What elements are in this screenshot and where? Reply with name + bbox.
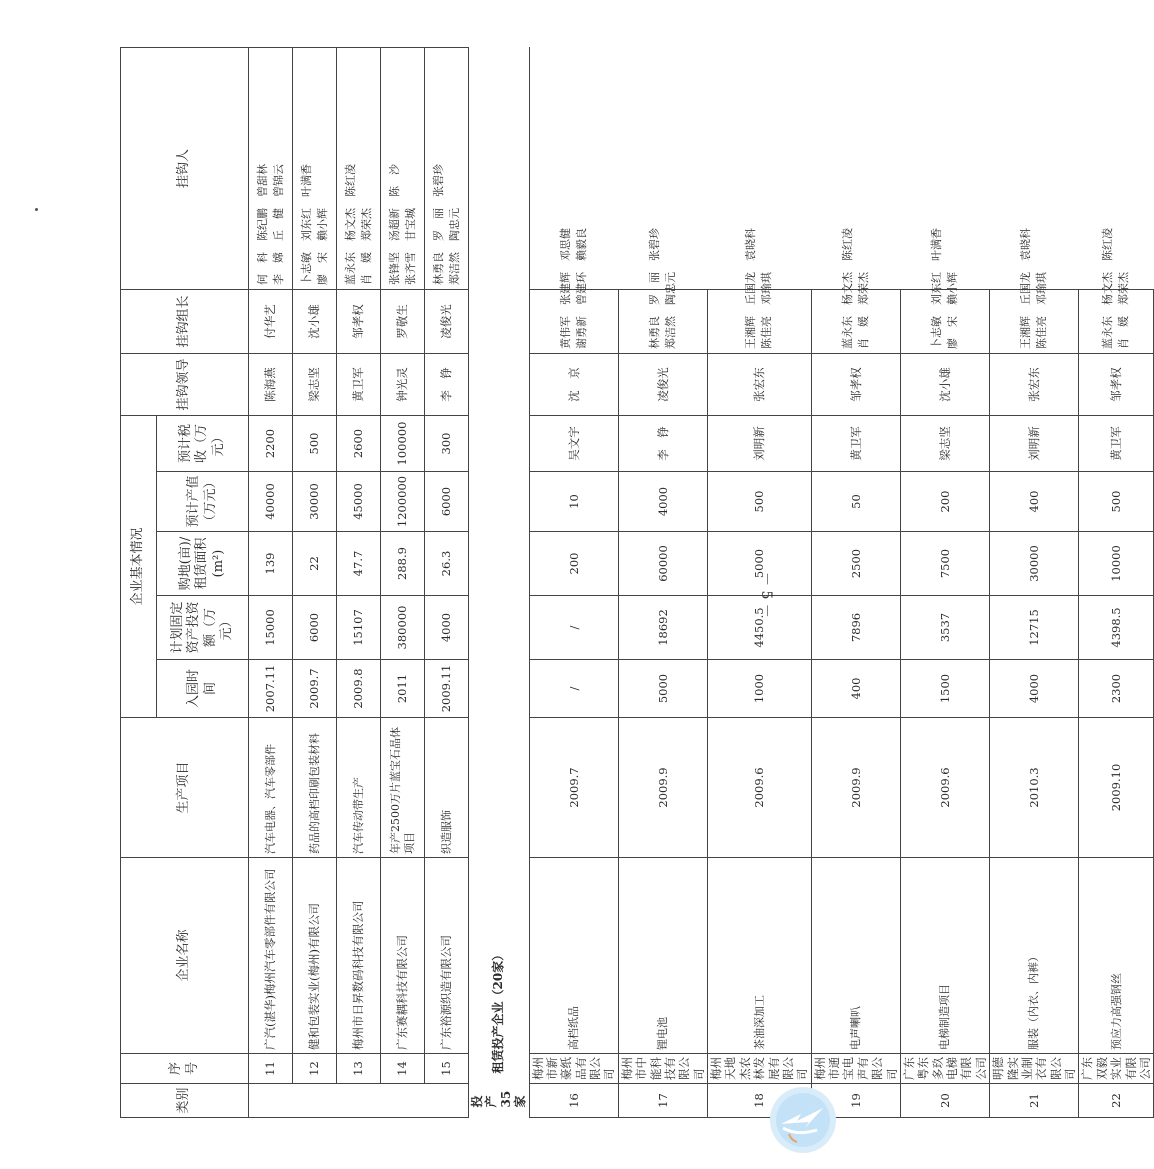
name-cell: 梅州市日昇数码科技有限公司 xyxy=(337,858,381,1054)
member-line: 卜志敏 刘东红 叶满香 xyxy=(299,163,313,285)
tax-cell: 2200 xyxy=(249,415,293,471)
name-cell: 梅州市中能科技有限公司 xyxy=(618,1054,707,1084)
output-cell: 5000 xyxy=(708,532,812,596)
output-cell: 40000 xyxy=(249,472,293,532)
land-cell: / xyxy=(529,596,618,660)
header-output: 预计产值（万元） xyxy=(157,472,249,532)
header-member: 挂钩人 xyxy=(121,47,249,289)
header-project: 生产项目 xyxy=(121,718,249,858)
seq-cell: 19 xyxy=(811,1084,900,1118)
table-row xyxy=(381,47,425,1117)
tax-cell: 500 xyxy=(293,415,337,471)
entry-cell: 2009.6 xyxy=(900,718,989,858)
entry-cell: 2009.9 xyxy=(811,718,900,858)
output-cell: 1200000 xyxy=(381,472,425,532)
name-cell: 健和包装实业(梅州)有限公司 xyxy=(293,858,337,1054)
project-cell: 汽车传动带生产 xyxy=(337,718,381,858)
leader-cell: 梁志坚 xyxy=(900,415,989,471)
land-cell: 288.9 xyxy=(381,532,425,596)
tax-cell: 4000 xyxy=(618,472,707,532)
member-cell xyxy=(381,47,425,289)
leader-cell: 刘明新 xyxy=(990,415,1079,471)
tax-cell: 10 xyxy=(529,472,618,532)
header-basic-info: 企业基本情况 xyxy=(121,415,157,717)
rotated-table-container xyxy=(120,48,1152,1118)
leader-cell: 陈海燕 xyxy=(249,353,293,415)
project-cell: 年产2500万片蓝宝石晶体项目 xyxy=(381,718,425,858)
section-divider xyxy=(469,47,530,1117)
header-leader: 挂钩领导 xyxy=(121,353,249,415)
member-line: 陈佳亮 邓瑜琪 xyxy=(1035,271,1049,349)
output-cell: 30000 xyxy=(293,472,337,532)
member-line: 廖 宋 赖小辉 xyxy=(946,271,960,349)
land-cell: 18692 xyxy=(618,596,707,660)
tax-cell: 500 xyxy=(708,472,812,532)
group-leader-cell: 沈小雄 xyxy=(900,353,989,415)
member-cell xyxy=(708,227,812,353)
investment-cell: 6000 xyxy=(293,596,337,660)
tax-cell: 500 xyxy=(1079,472,1154,532)
name-cell: 广东赛耦科技有限公司 xyxy=(381,858,425,1054)
leader-cell: 李 铮 xyxy=(425,353,469,415)
investment-cell: 380000 xyxy=(381,596,425,660)
project-cell: 电声喇叭 xyxy=(811,858,900,1054)
member-line: 林勇良 罗 丽 张碧珍 xyxy=(431,163,445,285)
member-line: 郑洁然 陶忠元 xyxy=(663,271,677,349)
seq-cell: 14 xyxy=(381,1054,425,1084)
seq-cell: 16 xyxy=(529,1084,618,1118)
section-label: 租赁投产企业（20家） xyxy=(469,47,530,1083)
investment-cell: 5000 xyxy=(618,660,707,718)
land-cell: 22 xyxy=(293,532,337,596)
page-number: － 5 － xyxy=(758,572,774,618)
project-cell: 高档纸品 xyxy=(529,858,618,1054)
tax-cell: 50 xyxy=(811,472,900,532)
member-line: 王湘辉 丘国龙 袁晓科 xyxy=(1019,227,1033,349)
entry-cell: 2009.10 xyxy=(1079,718,1154,858)
table-row xyxy=(1079,47,1154,1117)
member-line: 黄伟军 张建辉 邓思健 xyxy=(558,227,572,349)
member-line: 张齐雪 甘宝城 xyxy=(403,207,417,285)
member-cell xyxy=(811,227,900,353)
member-cell xyxy=(293,47,337,289)
table-row xyxy=(900,47,989,1117)
leader-cell: 钟光灵 xyxy=(381,353,425,415)
name-cell: 广东粤东多玖电梯有限公司 xyxy=(900,1054,989,1084)
project-cell: 汽车电器、汽车零部件 xyxy=(249,718,293,858)
entry-cell: 2009.7 xyxy=(293,660,337,718)
leader-cell: 黄卫军 xyxy=(1079,415,1154,471)
name-cell: 明德隆实业制衣有限公司 xyxy=(990,1054,1079,1084)
output-cell: 7500 xyxy=(900,532,989,596)
output-cell: 45000 xyxy=(337,472,381,532)
entry-cell: 2011 xyxy=(381,660,425,718)
land-cell: 4450.5 xyxy=(708,596,812,660)
member-line: 肖 媛 郑荣杰 xyxy=(856,271,870,349)
table-body-part-b xyxy=(529,47,1154,1117)
investment-cell: 2300 xyxy=(1079,660,1154,718)
group-leader-cell: 付华艺 xyxy=(249,289,293,353)
investment-cell: 4000 xyxy=(990,660,1079,718)
group-leader-cell: 邹孝权 xyxy=(811,353,900,415)
leader-cell: 吴文宇 xyxy=(529,415,618,471)
seq-cell: 21 xyxy=(990,1084,1079,1118)
land-cell: 12715 xyxy=(990,596,1079,660)
member-cell xyxy=(425,47,469,289)
member-line: 张锋坚 汤超新 陈 沙 xyxy=(387,163,401,285)
header-investment: 计划固定资产投资额（万元） xyxy=(157,596,249,660)
member-line: 卜志敏 刘东红 叶满香 xyxy=(930,227,944,349)
table-sheet xyxy=(120,48,1152,1118)
header-name: 企业名称 xyxy=(121,858,249,1054)
leader-cell: 梁志坚 xyxy=(293,353,337,415)
project-cell: 药品的高档印刷包装材料 xyxy=(293,718,337,858)
seq-cell: 12 xyxy=(293,1054,337,1084)
project-cell: 服装（内衣、内裤） xyxy=(990,858,1079,1054)
group-leader-cell: 凌俊光 xyxy=(618,353,707,415)
entry-cell: 2009.11 xyxy=(425,660,469,718)
leader-cell: 李 铮 xyxy=(618,415,707,471)
header-group-leader: 挂钩组长 xyxy=(121,289,249,353)
header-seq: 序号 xyxy=(121,1054,249,1084)
tax-cell: 200 xyxy=(900,472,989,532)
table-row xyxy=(425,47,469,1117)
project-cell: 织造服饰 xyxy=(425,718,469,858)
header-tax: 预计税收（万元） xyxy=(157,415,249,471)
land-cell: 26.3 xyxy=(425,532,469,596)
header-land: 购地(亩)/租赁面积(m²) xyxy=(157,532,249,596)
member-line: 何 科 陈纪鹏 曾甜林 xyxy=(255,163,269,285)
entry-cell: 2010.3 xyxy=(990,718,1079,858)
member-line: 郑洁然 陶忠元 xyxy=(447,207,461,285)
member-cell xyxy=(618,227,707,353)
table-row xyxy=(529,47,618,1117)
tax-cell: 100000 xyxy=(381,415,425,471)
member-line: 李 嫦 丘 健 曾锦云 xyxy=(271,163,285,285)
project-cell: 预应力高强钢丝 xyxy=(1079,858,1154,1054)
group-leader-cell: 沈小雄 xyxy=(293,289,337,353)
member-line: 肖 媛 郑荣杰 xyxy=(1117,271,1131,349)
member-line: 谢勇新 曾建环 赖毅良 xyxy=(574,227,588,349)
project-cell: 电梯制造项目 xyxy=(900,858,989,1054)
table-row xyxy=(618,47,707,1117)
entry-cell: 2009.9 xyxy=(618,718,707,858)
name-cell: 广汽(湛华)梅州汽车零部件有限公司 xyxy=(249,858,293,1054)
output-cell: 6000 xyxy=(425,472,469,532)
member-cell xyxy=(1079,227,1154,353)
table-row xyxy=(990,47,1079,1117)
group-leader-cell: 邹孝权 xyxy=(1079,353,1154,415)
seq-cell: 17 xyxy=(618,1084,707,1118)
investment-cell: 15000 xyxy=(249,596,293,660)
member-cell xyxy=(990,227,1079,353)
enterprise-table xyxy=(120,47,1154,1118)
entry-cell: 2009.6 xyxy=(708,718,812,858)
category-label: 投产35家 xyxy=(470,1090,528,1108)
name-cell: 梅州市通宝电声有限公司 xyxy=(811,1054,900,1084)
leader-cell: 刘明新 xyxy=(708,415,812,471)
watermark-logo-icon xyxy=(767,1084,839,1156)
land-cell: 47.7 xyxy=(337,532,381,596)
investment-cell: 1500 xyxy=(900,660,989,718)
tax-cell: 300 xyxy=(425,415,469,471)
leader-cell: 黄卫军 xyxy=(337,353,381,415)
group-leader-cell: 邹孝权 xyxy=(337,289,381,353)
member-line: 蓝永东 杨文杰 陈红凌 xyxy=(840,227,854,349)
output-cell: 10000 xyxy=(1079,532,1154,596)
seq-cell: 11 xyxy=(249,1054,293,1084)
leader-cell: 黄卫军 xyxy=(811,415,900,471)
tax-cell: 400 xyxy=(990,472,1079,532)
table-row xyxy=(337,47,381,1117)
entry-cell: 2009.7 xyxy=(529,718,618,858)
header-category: 类别 xyxy=(121,1084,249,1118)
seq-cell: 13 xyxy=(337,1054,381,1084)
category-cell-empty xyxy=(249,1084,469,1118)
output-cell: 60000 xyxy=(618,532,707,596)
member-cell xyxy=(529,227,618,353)
seq-cell: 20 xyxy=(900,1084,989,1118)
land-cell: 139 xyxy=(249,532,293,596)
member-line: 林勇良 罗 丽 张碧珍 xyxy=(648,227,661,349)
table-row xyxy=(293,47,337,1117)
table-row xyxy=(811,47,900,1117)
group-leader-cell: 罗敬生 xyxy=(381,289,425,353)
seq-cell: 22 xyxy=(1079,1084,1154,1118)
member-line: 陈佳亮 邓瑜琪 xyxy=(760,271,774,349)
investment-cell: 400 xyxy=(811,660,900,718)
member-line: 肖 媛 郑荣杰 xyxy=(359,207,373,285)
name-cell: 梅州天地杰农林发展有限公司 xyxy=(708,1054,812,1084)
member-line: 蓝永东 杨文杰 陈红凌 xyxy=(343,163,357,285)
output-cell: 200 xyxy=(529,532,618,596)
investment-cell: 1000 xyxy=(708,660,812,718)
project-cell: 茶油深加工 xyxy=(708,858,812,1054)
project-cell: 锂电池 xyxy=(618,858,707,1054)
output-cell: 2500 xyxy=(811,532,900,596)
table-body-part-a xyxy=(249,47,469,1117)
table-row xyxy=(249,47,293,1117)
speck xyxy=(35,208,38,211)
member-line: 廖 宋 赖小辉 xyxy=(315,207,329,285)
land-cell: 7896 xyxy=(811,596,900,660)
investment-cell: 15107 xyxy=(337,596,381,660)
group-leader-cell: 张宏东 xyxy=(990,353,1079,415)
member-cell xyxy=(337,47,381,289)
land-cell: 3537 xyxy=(900,596,989,660)
group-leader-cell: 沈 京 xyxy=(529,353,618,415)
member-line: 蓝永东 杨文杰 陈红凌 xyxy=(1101,227,1115,349)
output-cell: 30000 xyxy=(990,532,1079,596)
group-leader-cell: 凌俊光 xyxy=(425,289,469,353)
group-leader-cell: 张宏东 xyxy=(708,353,812,415)
seq-cell: 18 xyxy=(708,1084,812,1118)
member-cell xyxy=(900,227,989,353)
entry-cell: 2009.8 xyxy=(337,660,381,718)
entry-cell: 2007.11 xyxy=(249,660,293,718)
name-cell: 广东双毅实业有限公司 xyxy=(1079,1054,1154,1084)
seq-cell: 15 xyxy=(425,1054,469,1084)
member-line: 王湘辉 丘国龙 袁晓科 xyxy=(744,227,758,349)
name-cell: 梅州市新豪纸品有限公司 xyxy=(529,1054,618,1084)
name-cell: 广东裕源织造有限公司 xyxy=(425,858,469,1054)
tax-cell: 2600 xyxy=(337,415,381,471)
investment-cell: / xyxy=(529,660,618,718)
header-entry: 入园时间 xyxy=(157,660,249,718)
land-cell: 4398.5 xyxy=(1079,596,1154,660)
category-cell xyxy=(469,1084,530,1118)
investment-cell: 4000 xyxy=(425,596,469,660)
member-cell xyxy=(249,47,293,289)
